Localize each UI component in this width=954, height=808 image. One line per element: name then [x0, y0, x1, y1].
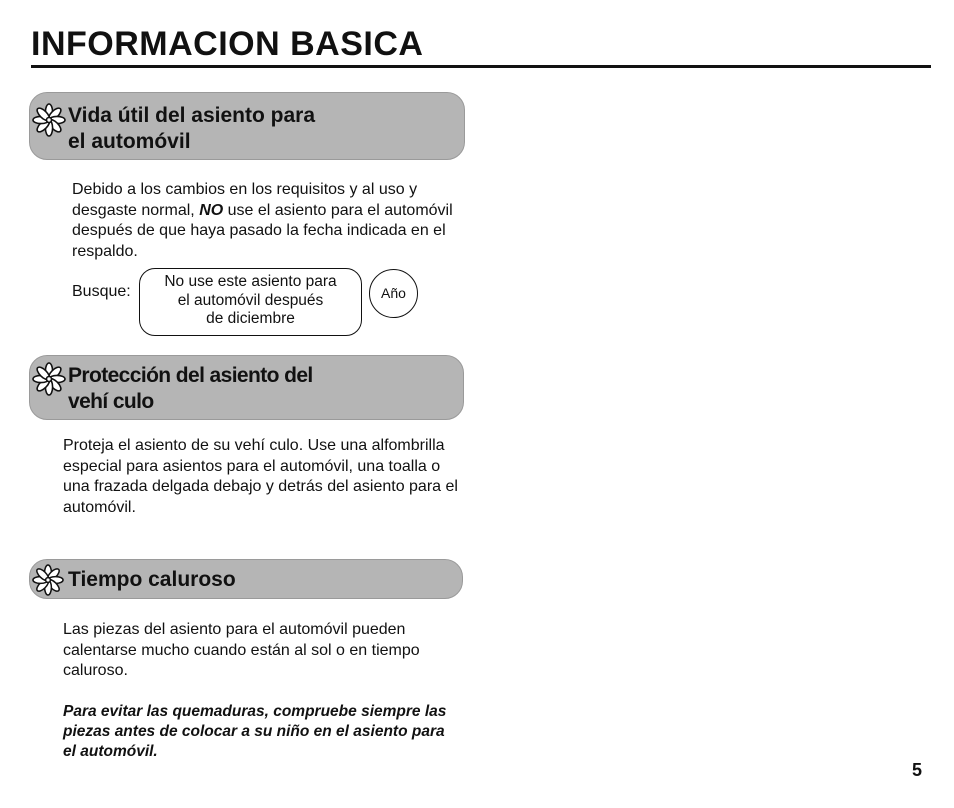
section-header-proteccion [29, 355, 464, 420]
section-body [72, 180, 464, 262]
emphasis-no: NO [199, 201, 224, 219]
section-body: Las piezas del asiento para el automóvil pueden calentarse mucho cuando están al sol o en tiempo caluroso. [63, 621, 420, 679]
body-text: Debido a los cambios en los requisitos y al uso y desgaste normal, [72, 181, 418, 219]
body-text: use el asiento para el automóvil después de que haya pasado la fecha indicada en el respaldo. [72, 201, 453, 260]
look-for-label: Busque: [72, 283, 131, 300]
asterisk-flower-icon [32, 362, 66, 396]
asterisk-flower-icon [32, 103, 66, 137]
year-stamp: Año [369, 269, 418, 318]
section-heading: Tiempo caluroso [68, 568, 236, 591]
burn-warning: Para evitar las quemaduras, compruebe siempre las piezas antes de colocar a su niño en el asiento para el automóvil. [63, 703, 447, 760]
section-header-tiempo-caluroso [29, 559, 463, 599]
section-heading: Protección del asiento del vehí culo [68, 364, 313, 413]
asterisk-flower-icon [32, 564, 64, 596]
section-body: Proteja el asiento de su vehí culo. Use una alfombrilla especial para asientos para el automóvil, una toalla o una frazada delgada debajo y detrás del asiento para el automóvil. [63, 437, 458, 516]
section-heading: Vida útil del asiento para el automóvil [68, 104, 316, 153]
expiration-label-sample: No use este asiento para el automóvil después de diciembre [139, 268, 362, 336]
section-header-vida-util [29, 92, 465, 160]
title-divider [31, 65, 931, 68]
page-title: INFORMACION BASICA [31, 25, 424, 63]
page-number: 5 [912, 760, 923, 780]
